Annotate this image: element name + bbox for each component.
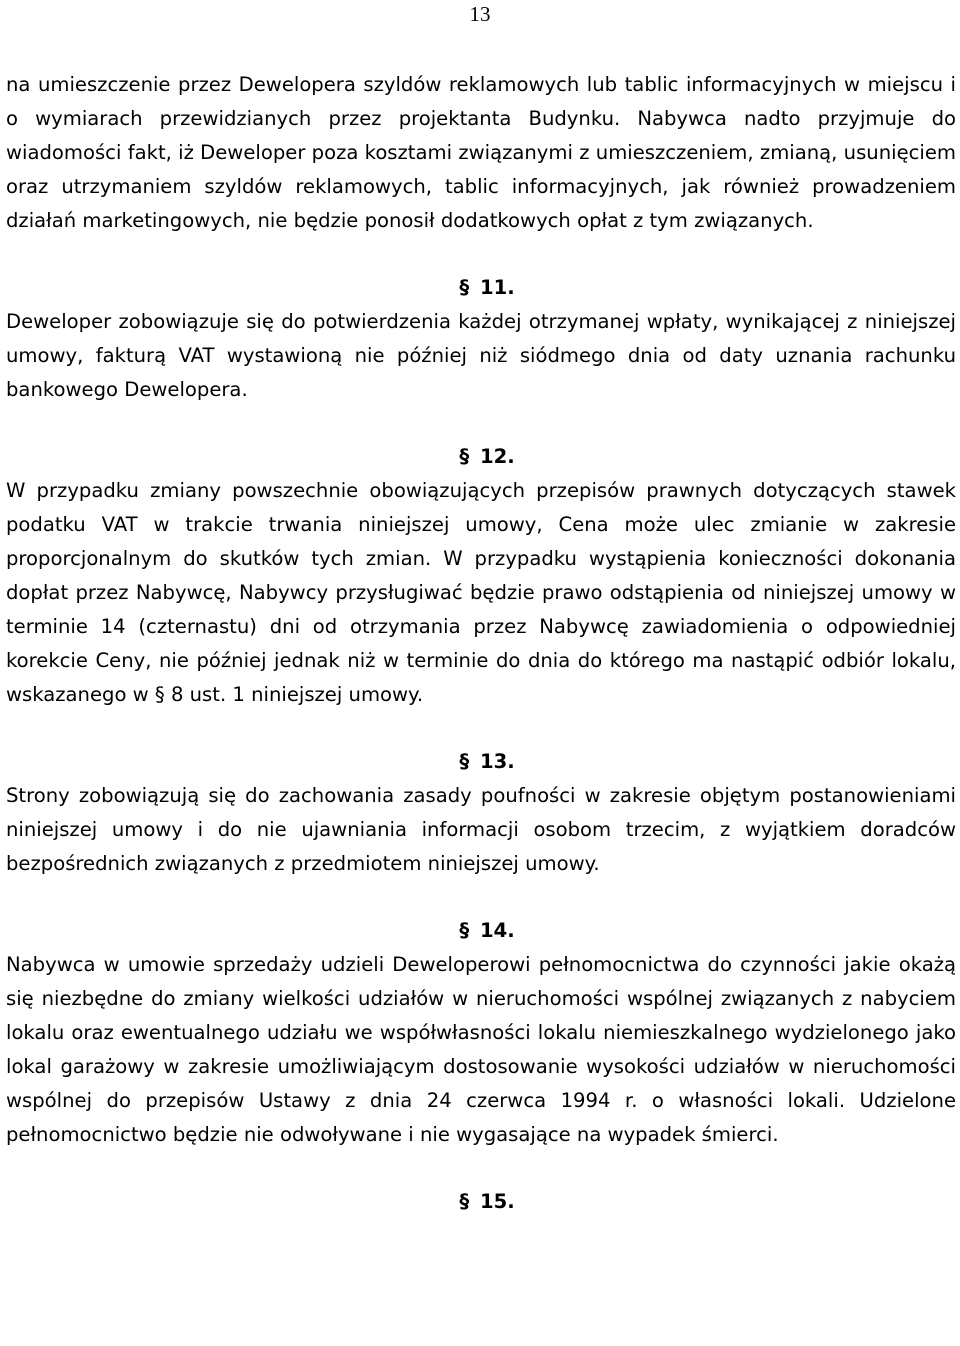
section-11-paragraph: Deweloper zobowiązuje się do potwierdzenia każdej otrzymanej wpłaty, wynikającej z niniejszej umowy, fakturą VAT wystawioną nie później niż siódmego dnia od daty uznania rachunku bankowego Dewelopera. xyxy=(6,310,956,401)
page-number: 13 xyxy=(469,2,491,26)
section-12-heading xyxy=(6,440,956,474)
section-sign: § xyxy=(459,276,470,299)
section-14-heading xyxy=(6,914,956,948)
section-sign: § xyxy=(459,919,470,942)
section-sign: § xyxy=(459,445,470,468)
section-13-paragraph: Strony zobowiązują się do zachowania zasady poufności w zakresie objętym postanowieniami niniejszej umowy i do nie ujawniania informacji osobom trzecim, z wyjątkiem doradców bezpośrednich związanych z przedmiotem niniejszej umowy. xyxy=(6,784,956,875)
section-14-number: 14. xyxy=(479,919,515,942)
document-body xyxy=(6,68,956,1219)
section-13-heading xyxy=(6,745,956,779)
section-15-number: 15. xyxy=(479,1190,515,1213)
section-13-number: 13. xyxy=(479,750,515,773)
section-11-number: 11. xyxy=(479,276,515,299)
section-12-paragraph: W przypadku zmiany powszechnie obowiązujących przepisów prawnych dotyczących stawek podatku VAT w trakcie trwania niniejszej umowy, Cena może ulec zmianie w zakresie proporcjonalnym do skutków tych zmian. W przypadku wystąpienia konieczności dokonania dopłat przez Nabywcę, Nabywcy przysługiwać będzie prawo odstąpienia od niniejszej umowy w terminie 14 (czternastu) dni od otrzymania przez Nabywcę zawiadomienia o odpowiedniej korekcie Ceny, nie później jednak niż w terminie do dnia do którego ma nastąpić odbiór lokalu, wskazanego w § 8 ust. 1 niniejszej umowy. xyxy=(6,479,956,706)
section-12-number: 12. xyxy=(479,445,515,468)
intro-paragraph: na umieszczenie przez Dewelopera szyldów reklamowych lub tablic informacyjnych w miejscu i o wymiarach przewidzianych przez projektanta Budynku. Nabywca nadto przyjmuje do wiadomości fakt, iż Deweloper poza kosztami związanymi z umieszczeniem, zmianą, usunięciem oraz utrzymaniem szyldów reklamowych, tablic informacyjnych, jak również prowadzeniem działań marketingowych, nie będzie ponosił dodatkowych opłat z tym związanych. xyxy=(6,73,956,232)
section-11-heading xyxy=(6,271,956,305)
section-14-paragraph: Nabywca w umowie sprzedaży udzieli Deweloperowi pełnomocnictwa do czynności jakie okażą się niezbędne do zmiany wielkości udziałów w nieruchomości wspólnej związanych z nabyciem lokalu oraz ewentualnego udziału we współwłasności lokalu niemieszkalnego wydzielonego jako lokal garażowy w zakresie umożliwiającym dostosowanie wysokości udziałów w nieruchomości wspólnej do przepisów Ustawy z dnia 24 czerwca 1994 r. o własności lokali. Udzielone pełnomocnictwo będzie nie odwoływane i nie wygasające na wypadek śmierci. xyxy=(6,953,956,1146)
section-15-heading xyxy=(6,1185,956,1219)
section-sign: § xyxy=(459,750,470,773)
section-sign: § xyxy=(459,1190,470,1213)
